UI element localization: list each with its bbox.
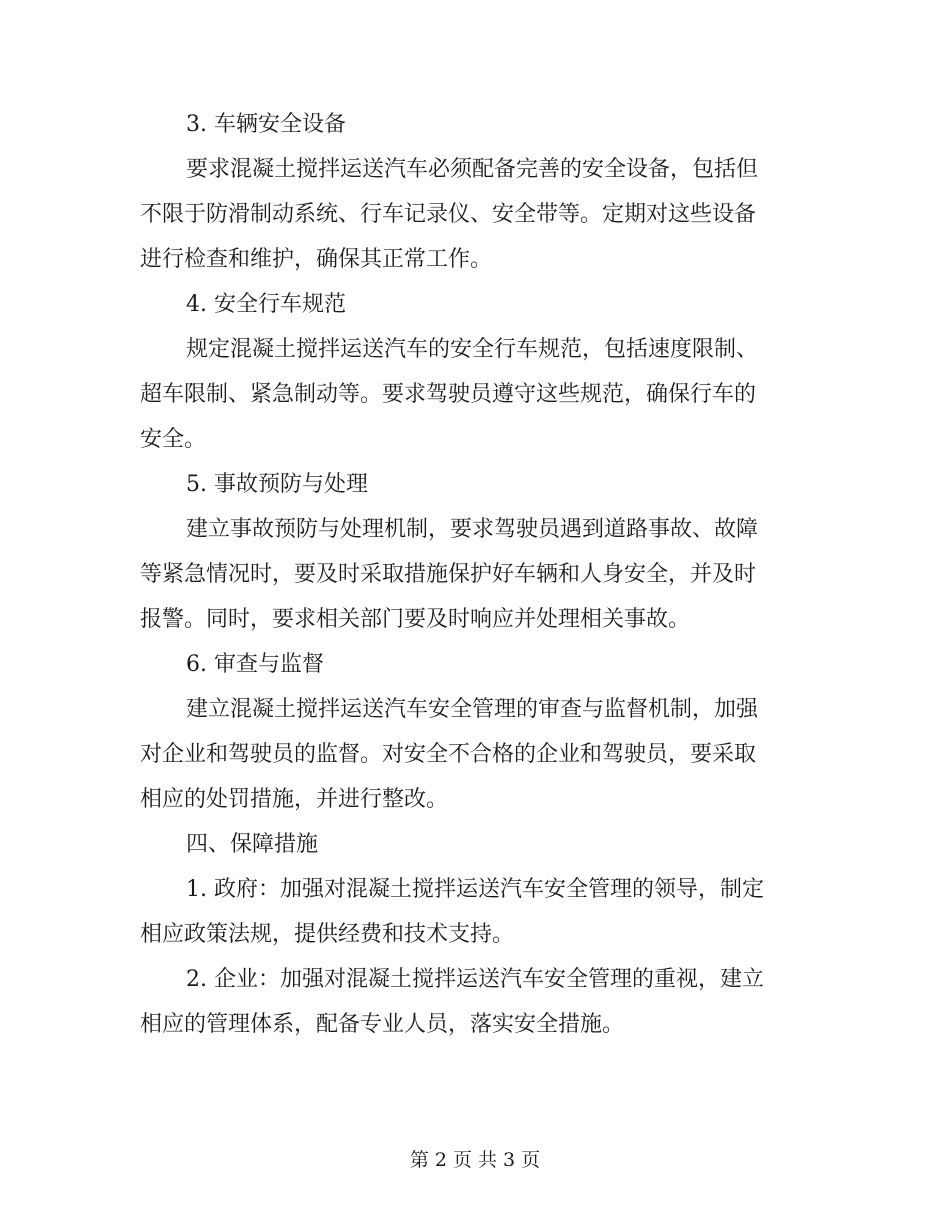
section-heading: 四、保障措施 (186, 832, 319, 857)
section-heading: 4. 安全行车规范 (186, 292, 346, 317)
paragraph-line: 对企业和驾驶员的监督。对安全不合格的企业和驾驶员，要采取 (140, 742, 757, 767)
page-footer: 第 2 页 共 3 页 (409, 1149, 541, 1171)
paragraph (140, 687, 810, 822)
paragraph-line: 规定混凝土搅拌运送汽车的安全行车规范，包括速度限制、 (186, 337, 759, 362)
paragraph-line: 不限于防滑制动系统、行车记录仪、安全带等。定期对这些设备 (140, 202, 757, 227)
section-heading: 3. 车辆安全设备 (186, 112, 346, 137)
paragraph-line: 建立事故预防与处理机制，要求驾驶员遇到道路事故、故障 (186, 517, 759, 542)
paragraph-line: 超车限制、紧急制动等。要求驾驶员遵守这些规范，确保行车的 (140, 382, 757, 407)
paragraph (140, 867, 810, 957)
paragraph-line: 安全。 (140, 427, 207, 452)
section-heading: 6. 审查与监督 (186, 652, 324, 677)
section-heading: 5. 事故预防与处理 (186, 472, 368, 497)
document-body (140, 102, 810, 1047)
paragraph-line: 1. 政府：加强对混凝土搅拌运送汽车安全管理的领导，制定 (186, 877, 764, 902)
paragraph-line: 相应的处罚措施，并进行整改。 (140, 787, 449, 812)
paragraph-line: 相应政策法规，提供经费和技术支持。 (140, 922, 515, 947)
paragraph-line: 报警。同时，要求相关部门要及时响应并处理相关事故。 (140, 607, 691, 632)
paragraph-line: 进行检查和维护，确保其正常工作。 (140, 247, 493, 272)
paragraph (140, 147, 810, 282)
paragraph-line: 建立混凝土搅拌运送汽车安全管理的审查与监督机制，加强 (186, 697, 759, 722)
paragraph-line: 等紧急情况时，要及时采取措施保护好车辆和人身安全，并及时 (140, 562, 757, 587)
paragraph (140, 327, 810, 462)
paragraph (140, 957, 810, 1047)
paragraph-line: 相应的管理体系，配备专业人员，落实安全措施。 (140, 1012, 625, 1037)
paragraph-line: 2. 企业：加强对混凝土搅拌运送汽车安全管理的重视，建立 (186, 967, 764, 992)
paragraph (140, 507, 810, 642)
paragraph-line: 要求混凝土搅拌运送汽车必须配备完善的安全设备，包括但 (186, 157, 759, 182)
